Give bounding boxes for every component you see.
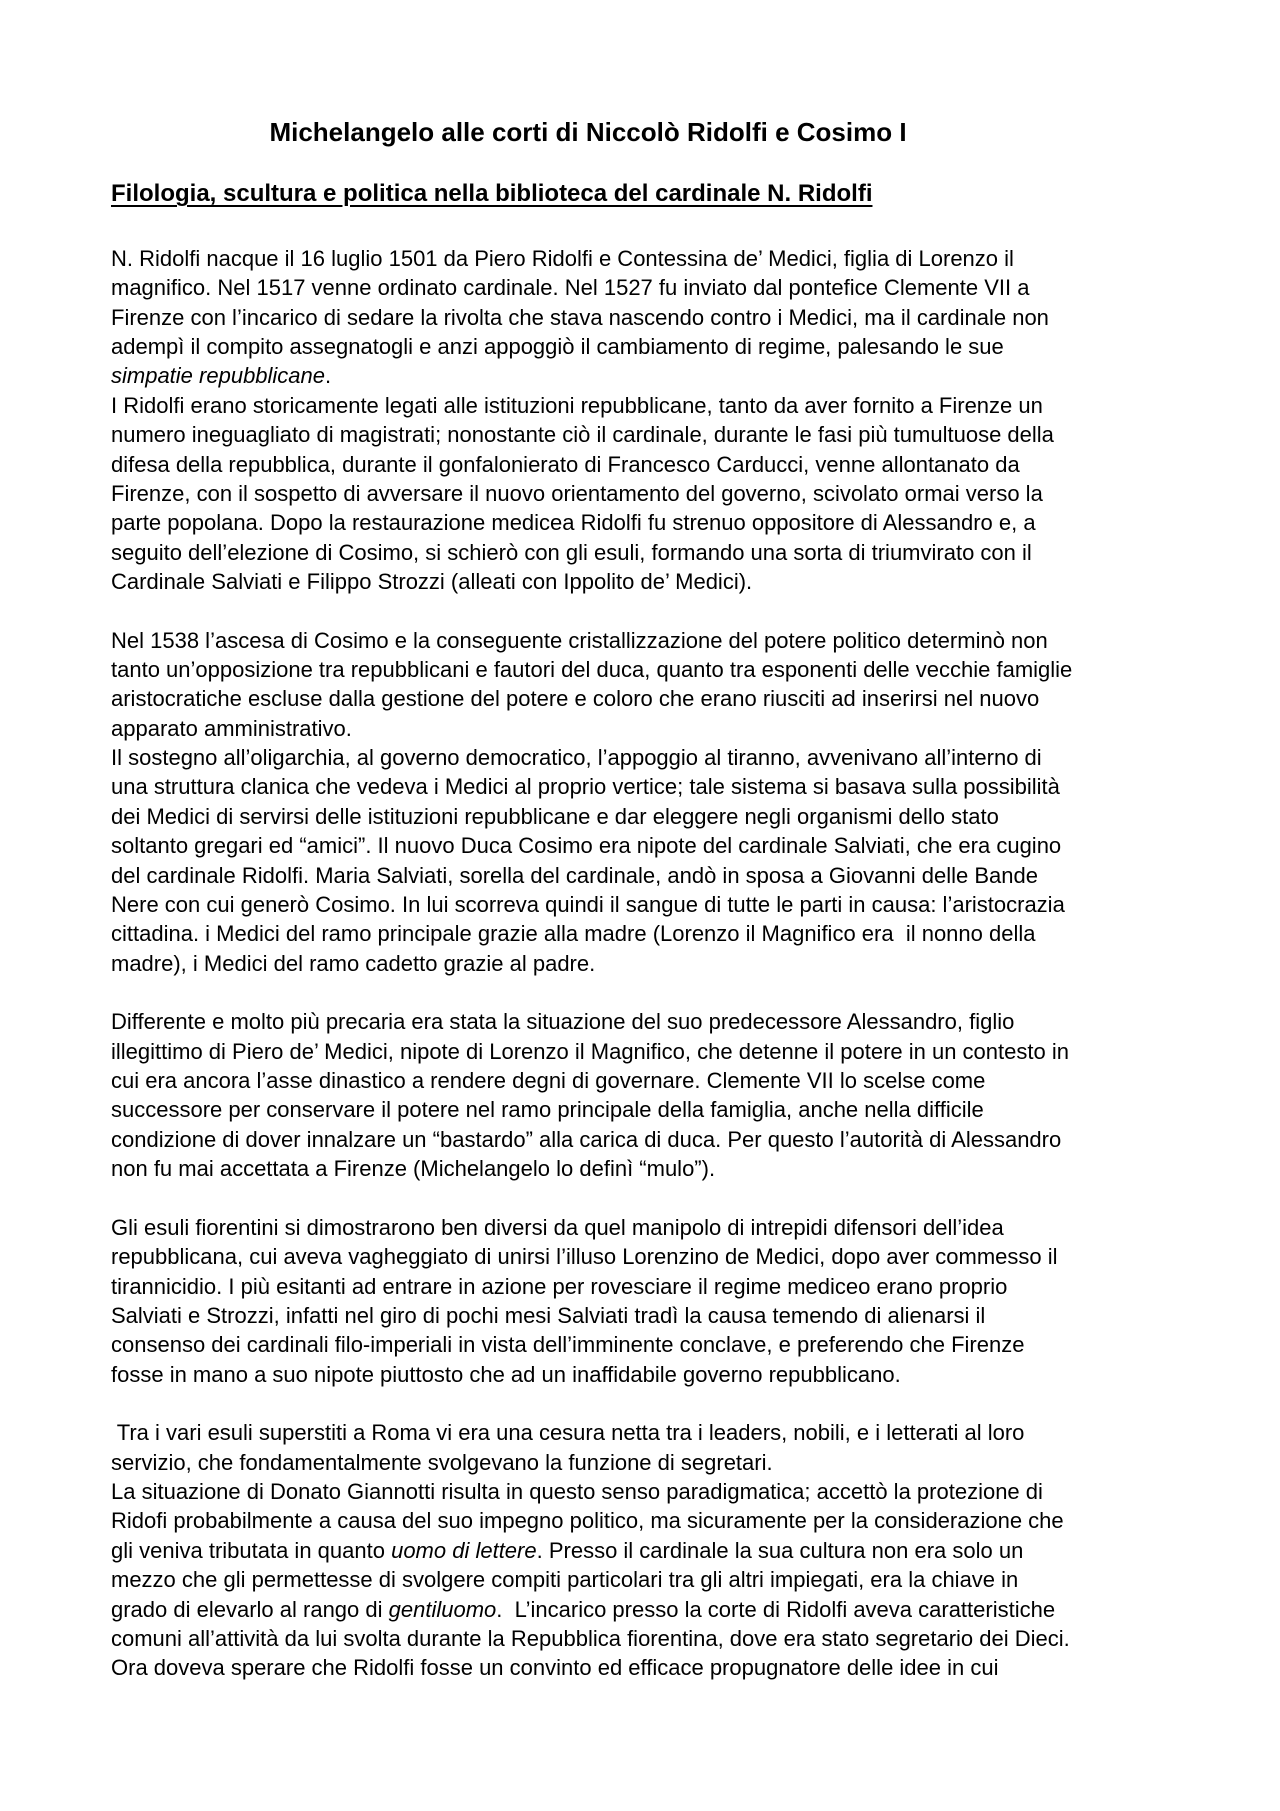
text-line [111, 714, 1231, 743]
text-run: aristocratiche escluse dalla gestione del potere e coloro che erano riusciti ad inserirsi nel nuovo [111, 686, 1040, 712]
paragraph [111, 1007, 1231, 1183]
text-line [111, 743, 1231, 772]
document-title: Michelangelo alle corti di Niccolò Ridolfi e Cosimo I [269, 117, 907, 147]
text-run: tirannicidio. I più esitanti ad entrare in azione per rovesciare il regime mediceo erano proprio [111, 1273, 1008, 1299]
text-run: del cardinale Ridolfi. Maria Salviati, sorella del cardinale, andò in sposa a Giovanni delle Bande [111, 862, 1038, 888]
text-line [111, 567, 1231, 596]
text-run: servizio, che fondamentalmente svolgevano la funzione di segretari. [111, 1449, 773, 1475]
text-run: I Ridolfi erano storicamente legati alle istituzioni repubblicane, tanto da aver fornito a Firenze un [111, 392, 1043, 418]
text-line [111, 538, 1231, 567]
text-line [111, 802, 1231, 831]
text-run: N. Ridolfi nacque il 16 luglio 1501 da Piero Ridolfi e Contessina de’ Medici, figlia di Lorenzo il [111, 246, 1014, 271]
text-run: Differente e molto più precaria era stata la situazione del suo predecessore Alessandro, figlio [111, 1009, 1015, 1035]
text-run: consenso dei cardinali filo-imperiali in vista dell’imminente conclave, e preferendo che Firenze [111, 1332, 1025, 1358]
text-run: tanto un’opposizione tra repubblicani e fautori del duca, quanto tra esponenti delle vecchie famiglie [111, 657, 1073, 683]
text-line [111, 1330, 1231, 1359]
paragraph [111, 244, 1231, 596]
text-line [111, 684, 1231, 713]
text-run: . L’incarico presso la corte di Ridolfi aveva caratteristiche [496, 1596, 1056, 1622]
text-run: non fu mai accettata a Firenze (Michelangelo lo definì “mulo”). [111, 1156, 716, 1182]
text-line [111, 1272, 1231, 1301]
italic-text: gentiluomo [388, 1596, 497, 1622]
text-line [111, 1213, 1231, 1242]
text-line [111, 1565, 1231, 1594]
text-line [111, 1066, 1231, 1095]
text-line [111, 391, 1231, 420]
text-run: cittadina. i Medici del ramo principale grazie alla madre (Lorenzo il Magnifico era il nonno della [111, 921, 1036, 947]
text-line [111, 479, 1231, 508]
text-line [111, 273, 1231, 302]
text-run: una struttura clanica che vedeva i Medici al proprio vertice; tale sistema si basava sulla possibilità [111, 774, 1060, 800]
text-line [111, 1595, 1231, 1624]
paragraph [111, 1213, 1231, 1389]
text-line [111, 420, 1231, 449]
text-run: magnifico. Nel 1517 venne ordinato cardinale. Nel 1527 fu inviato dal pontefice Clemente VII a [111, 275, 1030, 301]
text-run: Gli esuli fiorentini si dimostrarono ben diversi da quel manipolo di intrepidi difensori dell’idea [111, 1214, 1004, 1240]
text-line [111, 655, 1231, 684]
paragraph [111, 626, 1231, 978]
text-run: Nere con cui generò Cosimo. In lui scorreva quindi il sangue di tutte le parti in causa: l’aristocrazia [111, 891, 1065, 917]
text-line [111, 861, 1231, 890]
document-body [111, 244, 1231, 1683]
text-line [111, 1037, 1231, 1066]
text-run: . Presso il cardinale la sua cultura non era solo un [536, 1537, 1024, 1563]
text-run: gli veniva tributata in quanto [111, 1537, 392, 1563]
text-line [111, 1624, 1231, 1653]
text-line [111, 1007, 1231, 1036]
text-line [111, 508, 1231, 537]
text-line [111, 1536, 1231, 1565]
text-run: repubblicana, cui aveva vagheggiato di unirsi l’illuso Lorenzino de Medici, dopo aver commesso il [111, 1244, 1058, 1270]
italic-text: uomo di lettere [391, 1537, 537, 1563]
paragraph [111, 1418, 1231, 1682]
text-run: Firenze, con il sospetto di avversare il nuovo orientamento del governo, scivolato ormai verso la [111, 480, 1043, 506]
text-line [111, 1360, 1231, 1389]
text-line [111, 890, 1231, 919]
text-run: parte popolana. Dopo la restaurazione medicea Ridolfi fu strenuo oppositore di Alessandro e, a [111, 510, 1036, 536]
text-line [111, 244, 1231, 273]
text-run: Ridofi probabilmente a causa del suo impegno politico, ma sicuramente per la considerazione che [111, 1508, 1064, 1534]
text-run: difesa della repubblica, durante il gonfalonierato di Francesco Carducci, venne allontanato da [111, 451, 1020, 477]
text-run: La situazione di Donato Giannotti risulta in questo senso paradigmatica; accettò la protezione di [111, 1479, 1043, 1505]
text-line [111, 303, 1231, 332]
text-line [111, 626, 1231, 655]
text-run: Il sostegno all’oligarchia, al governo democratico, l’appoggio al tiranno, avvenivano all’interno di [111, 745, 1042, 771]
text-run: Nel 1538 l’ascesa di Cosimo e la conseguente cristallizzazione del potere politico determinò non [111, 627, 1048, 653]
text-line [111, 1448, 1231, 1477]
text-line [111, 1095, 1231, 1124]
text-run: Salviati e Strozzi, infatti nel giro di pochi mesi Salviati tradì la causa temendo di alienarsi il [111, 1302, 986, 1328]
text-line [111, 450, 1231, 479]
italic-text: simpatie repubblicane [111, 363, 326, 389]
text-run: grado di elevarlo al rango di [111, 1596, 389, 1622]
text-run: . [325, 363, 332, 389]
text-run: dei Medici di servirsi delle istituzioni repubblicane e dar eleggere negli organismi dello stato [111, 803, 999, 829]
text-line [111, 1418, 1231, 1447]
text-run: illegittimo di Piero de’ Medici, nipote di Lorenzo il Magnifico, che detenne il potere in un contesto in [111, 1038, 1069, 1064]
text-line [111, 919, 1231, 948]
text-run: comuni all’attività da lui svolta durante la Repubblica fiorentina, dove era stato segretario dei Dieci. [111, 1625, 1070, 1651]
text-line [111, 949, 1231, 978]
text-line [111, 1506, 1231, 1535]
text-run: cui era ancora l’asse dinastico a rendere degni di governare. Clemente VII lo scelse come [111, 1068, 986, 1094]
document-subtitle: Filologia, scultura e politica nella biblioteca del cardinale N. Ridolfi [111, 180, 873, 207]
text-line [111, 1653, 1231, 1682]
text-run: successore per conservare il potere nel ramo principale della famiglia, anche nella difficile [111, 1097, 984, 1123]
text-line [111, 831, 1231, 860]
text-line [111, 332, 1231, 361]
text-line [111, 1477, 1231, 1506]
text-run: Tra i vari esuli superstiti a Roma vi era una cesura netta tra i leaders, nobili, e i letterati al loro [111, 1420, 1025, 1446]
text-run: apparato amministrativo. [111, 715, 352, 741]
text-line [111, 1301, 1231, 1330]
text-line [111, 1154, 1231, 1183]
text-line [111, 1242, 1231, 1271]
text-run: Firenze con l’incarico di sedare la rivolta che stava nascendo contro i Medici, ma il cardinale non [111, 304, 1049, 330]
text-run: madre), i Medici del ramo cadetto grazie al padre. [111, 950, 596, 976]
text-run: adempì il compito assegnatogli e anzi appoggiò il cambiamento di regime, palesando le sue [111, 334, 1004, 360]
text-line [111, 772, 1231, 801]
text-run: seguito dell’elezione di Cosimo, si schierò con gli esuli, formando una sorta di triumvirato con il [111, 539, 1032, 565]
text-run: condizione di dover innalzare un “bastardo” alla carica di duca. Per questo l’autorità di Alessandro [111, 1126, 1062, 1152]
text-run: fosse in mano a suo nipote piuttosto che ad un inaffidabile governo repubblicano. [111, 1361, 901, 1387]
text-line [111, 1125, 1231, 1154]
text-run: Cardinale Salviati e Filippo Strozzi (alleati con Ippolito de’ Medici). [111, 568, 753, 594]
text-line [111, 361, 1231, 390]
text-run: soltanto gregari ed “amici”. Il nuovo Duca Cosimo era nipote del cardinale Salviati, che era cugino [111, 833, 1062, 859]
text-run: mezzo che gli permettesse di svolgere compiti particolari tra gli altri impiegati, era la chiave in [111, 1567, 1019, 1593]
text-run: numero ineguagliato di magistrati; nonostante ciò il cardinale, durante le fasi più tumultuose della [111, 422, 1054, 448]
text-run: Ora doveva sperare che Ridolfi fosse un convinto ed efficace propugnatore delle idee in cui [111, 1655, 999, 1681]
